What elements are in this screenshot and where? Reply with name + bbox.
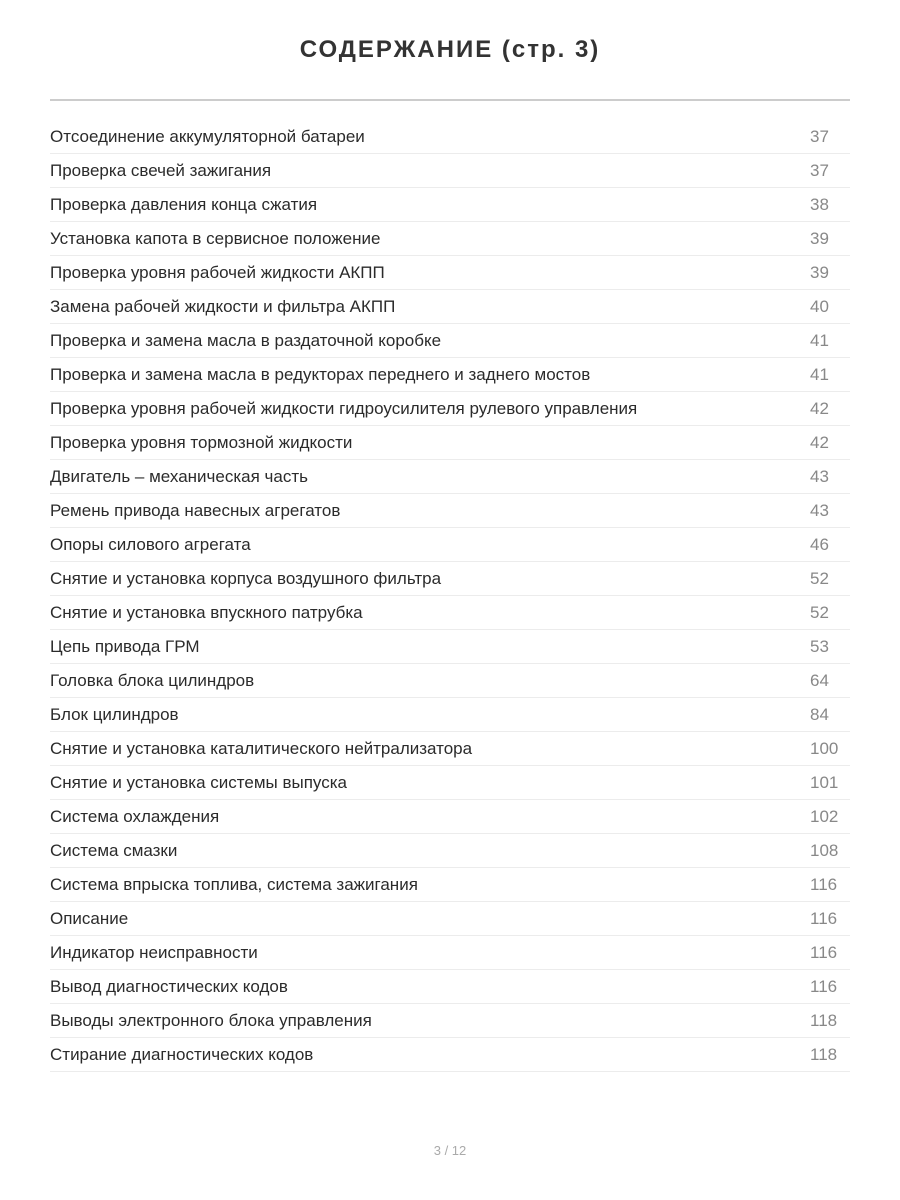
toc-entry-title: Отсоединение аккумуляторной батареи	[50, 126, 365, 146]
toc-entry-title: Вывод диагностических кодов	[50, 976, 288, 996]
toc-entry-title: Стирание диагностических кодов	[50, 1044, 314, 1064]
toc-entry-title: Цепь привода ГРМ	[50, 636, 200, 656]
toc-entry[interactable]	[50, 188, 850, 222]
toc-entry-title: Система охлаждения	[50, 806, 220, 826]
toc-entry[interactable]	[50, 834, 850, 868]
toc-entry[interactable]	[50, 1038, 850, 1072]
toc-entry-page: 116	[810, 874, 838, 894]
toc-entry-title: Описание	[50, 908, 129, 928]
toc-entry-title: Проверка уровня рабочей жидкости АКПП	[50, 262, 385, 282]
toc-entry-title: Проверка давления конца сжатия	[50, 194, 318, 214]
toc-entry[interactable]	[50, 562, 850, 596]
toc-entry-title: Система смазки	[50, 840, 178, 860]
toc-entry-page: 64	[810, 670, 829, 690]
toc-entry-page: 118	[810, 1044, 838, 1064]
toc-entry-title: Выводы электронного блока управления	[50, 1010, 372, 1030]
toc-entry-page: 84	[810, 704, 829, 724]
toc-entry[interactable]	[50, 596, 850, 630]
toc-entry[interactable]	[50, 800, 850, 834]
toc-entry-page: 52	[810, 568, 829, 588]
toc-entry[interactable]	[50, 392, 850, 426]
toc-entry-title: Ремень привода навесных агрегатов	[50, 500, 341, 520]
toc-entry-page: 46	[810, 534, 829, 554]
toc-entry-page: 37	[810, 126, 829, 146]
toc-entry-page: 38	[810, 194, 829, 214]
toc-entry[interactable]	[50, 936, 850, 970]
toc-entry-page: 41	[810, 330, 829, 350]
toc-entry-page: 116	[810, 976, 838, 996]
toc-entry-page: 53	[810, 636, 829, 656]
toc-entry[interactable]	[50, 120, 850, 154]
toc-entry[interactable]	[50, 494, 850, 528]
toc-entry-title: Опоры силового агрегата	[50, 534, 251, 554]
toc-entry-title: Блок цилиндров	[50, 704, 179, 724]
toc-entry-page: 102	[810, 806, 839, 826]
toc-entry-title: Снятие и установка впускного патрубка	[50, 602, 363, 622]
toc-entry-title: Индикатор неисправности	[50, 942, 258, 962]
toc-entry[interactable]	[50, 868, 850, 902]
toc-entry-page: 41	[810, 364, 829, 384]
toc-entry[interactable]	[50, 664, 850, 698]
toc-entry-page: 39	[810, 228, 829, 248]
page-title: СОДЕРЖАНИЕ (стр. 3)	[299, 36, 601, 63]
toc-entry-page: 43	[810, 500, 829, 520]
toc-entry[interactable]	[50, 970, 850, 1004]
toc-entry-page: 108	[810, 840, 839, 860]
toc-entry-title: Головка блока цилиндров	[50, 670, 255, 690]
toc-entry[interactable]	[50, 460, 850, 494]
toc-entry-page: 116	[810, 908, 838, 928]
toc-entry[interactable]	[50, 290, 850, 324]
toc-entry[interactable]	[50, 154, 850, 188]
toc-entry-title: Проверка уровня тормозной жидкости	[50, 432, 353, 452]
toc-entry-page: 39	[810, 262, 829, 282]
toc-entry[interactable]	[50, 426, 850, 460]
page-indicator: 3 / 12	[433, 1143, 467, 1158]
toc-entry-page: 100	[810, 738, 839, 758]
toc-entry-title: Замена рабочей жидкости и фильтра АКПП	[50, 296, 396, 316]
toc-entry-title: Проверка и замена масла в раздаточной коробке	[50, 330, 442, 350]
toc-list	[50, 120, 850, 1072]
toc-entry[interactable]	[50, 630, 850, 664]
toc-entry-page: 118	[810, 1010, 838, 1030]
toc-entry-title: Проверка уровня рабочей жидкости гидроусилителя рулевого управления	[50, 398, 638, 418]
toc-entry[interactable]	[50, 732, 850, 766]
toc-entry-page: 52	[810, 602, 829, 622]
toc-entry-page: 101	[810, 772, 839, 792]
toc-entry[interactable]	[50, 1004, 850, 1038]
toc-entry-page: 43	[810, 466, 829, 486]
toc-entry-title: Двигатель – механическая часть	[50, 466, 308, 486]
toc-entry[interactable]	[50, 902, 850, 936]
toc-entry-page: 37	[810, 160, 829, 180]
toc-entry[interactable]	[50, 766, 850, 800]
toc-entry-title: Проверка и замена масла в редукторах переднего и заднего мостов	[50, 364, 591, 384]
toc-entry-title: Снятие и установка каталитического нейтрализатора	[50, 738, 473, 758]
toc-entry[interactable]	[50, 256, 850, 290]
title-divider	[50, 99, 850, 101]
toc-entry-title: Снятие и установка системы выпуска	[50, 772, 347, 792]
toc-entry[interactable]	[50, 698, 850, 732]
toc-entry-page: 42	[810, 432, 829, 452]
toc-entry-page: 40	[810, 296, 829, 316]
toc-entry-title: Установка капота в сервисное положение	[50, 228, 381, 248]
toc-entry[interactable]	[50, 324, 850, 358]
toc-entry-page: 116	[810, 942, 838, 962]
toc-entry-title: Система впрыска топлива, система зажигания	[50, 874, 418, 894]
toc-entry-title: Снятие и установка корпуса воздушного фильтра	[50, 568, 442, 588]
toc-entry[interactable]	[50, 222, 850, 256]
toc-entry-page: 42	[810, 398, 829, 418]
toc-entry[interactable]	[50, 528, 850, 562]
toc-entry[interactable]	[50, 358, 850, 392]
toc-entry-title: Проверка свечей зажигания	[50, 160, 272, 180]
